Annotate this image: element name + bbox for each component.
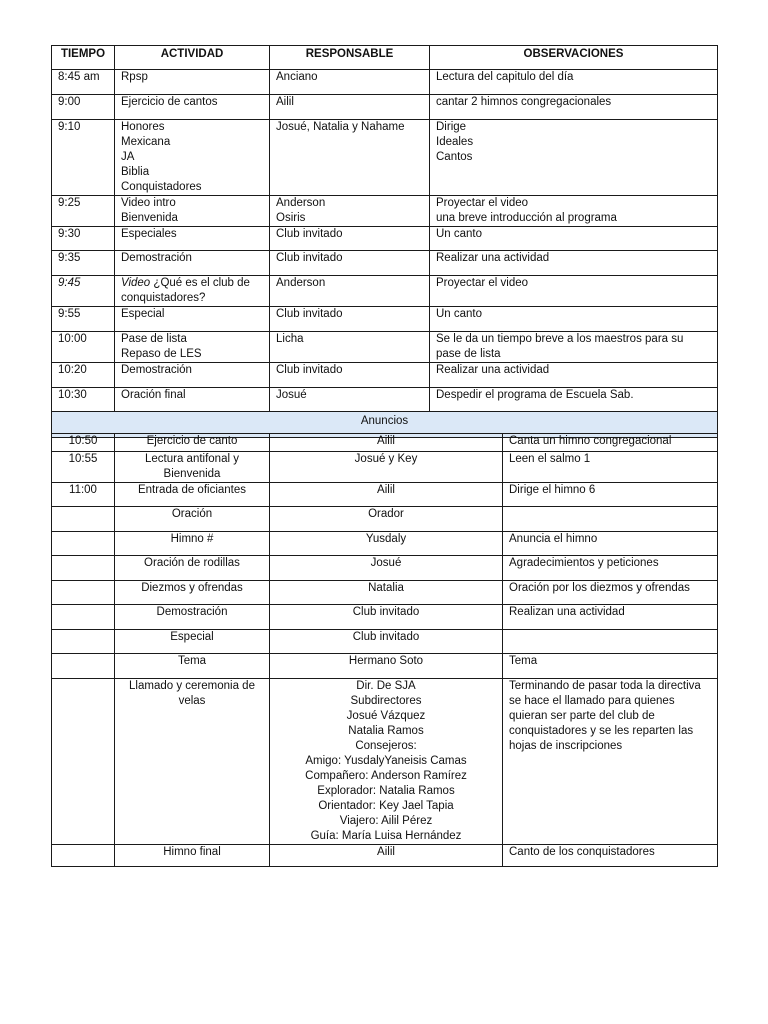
notes-cell: Realizar una actividad [430,363,718,388]
table-row [52,507,718,532]
activity-cell: Oración final [115,388,270,412]
table-row [52,679,718,845]
activity-cell: Demostración [115,251,270,276]
activity-cell [115,276,270,307]
responsible-cell: Orador [270,507,503,532]
time-cell [52,605,115,630]
activity-cell: Tema [115,654,270,679]
responsible-cell: Club invitado [270,363,430,388]
time-cell: 10:55 [52,452,115,483]
table-row [52,196,718,227]
time-cell [52,507,115,532]
responsible-cell: Josué [270,556,503,581]
schedule-table [51,45,718,438]
announcements-band: Anuncios [52,412,718,438]
activity-cell: Himno # [115,532,270,556]
responsible-cell: Ailil [270,483,503,507]
responsible-cell: Anderson Osiris [270,196,430,227]
responsible-cell: Ailil [270,845,503,867]
notes-cell: Canta un himno congregacional [503,434,718,452]
activity-cell: Especiales [115,227,270,251]
activity-cell: Ejercicio de canto [115,434,270,452]
table-row [52,581,718,605]
notes-cell: Oración por los diezmos y ofrendas [503,581,718,605]
time-text: 9:45 [58,277,81,289]
notes-cell [503,630,718,654]
activity-cell: Demostración [115,605,270,630]
table-row [52,70,718,95]
activity-cell: Demostración [115,363,270,388]
table-row [52,363,718,388]
activity-cell: Oración [115,507,270,532]
table-row [52,605,718,630]
time-cell [52,845,115,867]
responsible-cell: Anderson [270,276,430,307]
responsible-cell: Ailil [270,434,503,452]
notes-cell: Despedir el programa de Escuela Sab. [430,388,718,412]
time-cell [52,276,115,307]
table-row [52,483,718,507]
notes-cell: Lectura del capitulo del día [430,70,718,95]
table-row [52,332,718,363]
time-cell: 8:45 am [52,70,115,95]
responsible-cell: Club invitado [270,251,430,276]
notes-cell: Dirige Ideales Cantos [430,120,718,196]
table-row [52,654,718,679]
table-row [52,388,718,412]
time-cell: 10:30 [52,388,115,412]
table-row [52,434,718,452]
table-row [52,227,718,251]
responsible-cell: Josué, Natalia y Nahame [270,120,430,196]
notes-cell: Dirige el himno 6 [503,483,718,507]
responsible-cell: Yusdaly [270,532,503,556]
notes-cell: Realizar una actividad [430,251,718,276]
activity-cell: Especial [115,630,270,654]
video-italic-text: Video [121,277,151,289]
activity-cell: Diezmos y ofrendas [115,581,270,605]
notes-cell: Leen el salmo 1 [503,452,718,483]
table-row [52,845,718,867]
activity-cell: Oración de rodillas [115,556,270,581]
responsible-cell: Natalia [270,581,503,605]
table-row [52,120,718,196]
responsible-cell: Anciano [270,70,430,95]
time-cell [52,556,115,581]
responsible-cell: Josué [270,388,430,412]
header-responsable: RESPONSABLE [270,46,430,70]
activity-cell: Lectura antifonal y Bienvenida [115,452,270,483]
time-cell: 10:00 [52,332,115,363]
notes-cell: Terminando de pasar toda la directiva se hace el llamado para quienes quieran ser parte del club de conquistadores y se les reparten las hojas de inscripciones [503,679,718,845]
notes-cell: cantar 2 himnos congregacionales [430,95,718,120]
notes-cell: Un canto [430,307,718,332]
table-row [52,532,718,556]
schedule-header-row [52,46,718,70]
responsible-cell: Dir. De SJA Subdirectores Josué Vázquez Natalia Ramos Consejeros: Amigo: YusdalyYaneisis Camas Compañero: Anderson Ramírez Explorador: Natalia Ramos Orientador: Key Jael Tapia Viajero: Ailil Pérez Guía: María Luisa Hernández [270,679,503,845]
notes-cell: Proyectar el video [430,276,718,307]
table-row [52,95,718,120]
activity-cell: Entrada de oficiantes [115,483,270,507]
activity-cell: Ejercicio de cantos [115,95,270,120]
table-row [52,556,718,581]
service-table [51,433,718,867]
notes-cell: Anuncia el himno [503,532,718,556]
activity-cell: Pase de lista Repaso de LES [115,332,270,363]
header-tiempo: TIEMPO [52,46,115,70]
responsible-cell: Club invitado [270,307,430,332]
table-row [52,251,718,276]
notes-cell: Realizan una actividad [503,605,718,630]
time-cell [52,532,115,556]
time-cell: 11:00 [52,483,115,507]
time-cell: 9:55 [52,307,115,332]
table-row [52,307,718,332]
time-cell: 9:10 [52,120,115,196]
table-row [52,276,718,307]
time-cell [52,679,115,845]
time-cell [52,654,115,679]
responsible-cell: Josué y Key [270,452,503,483]
header-actividad: ACTIVIDAD [115,46,270,70]
responsible-cell: Ailil [270,95,430,120]
activity-cell: Llamado y ceremonia de velas [115,679,270,845]
notes-cell: Tema [503,654,718,679]
responsible-cell: Licha [270,332,430,363]
table-row [52,452,718,483]
responsible-cell: Hermano Soto [270,654,503,679]
notes-cell: Proyectar el video una breve introducción al programa [430,196,718,227]
responsible-cell: Club invitado [270,227,430,251]
time-cell: 9:35 [52,251,115,276]
video-title-text: ¿Qué es el club de conquistadores? [121,277,250,304]
activity-cell: Rpsp [115,70,270,95]
notes-cell: Agradecimientos y peticiones [503,556,718,581]
time-cell [52,581,115,605]
notes-cell: Un canto [430,227,718,251]
notes-cell: Se le da un tiempo breve a los maestros para su pase de lista [430,332,718,363]
activity-cell: Especial [115,307,270,332]
activity-cell: Honores Mexicana JA Biblia Conquistadores [115,120,270,196]
responsible-cell: Club invitado [270,605,503,630]
time-cell: 10:20 [52,363,115,388]
activity-cell: Himno final [115,845,270,867]
time-cell: 9:30 [52,227,115,251]
table-row [52,630,718,654]
time-cell: 9:00 [52,95,115,120]
time-cell [52,630,115,654]
responsible-cell: Club invitado [270,630,503,654]
notes-cell [503,507,718,532]
time-cell: 9:25 [52,196,115,227]
notes-cell: Canto de los conquistadores [503,845,718,867]
header-observaciones: OBSERVACIONES [430,46,718,70]
time-cell: 10:50 [52,434,115,452]
activity-cell: Video intro Bienvenida [115,196,270,227]
